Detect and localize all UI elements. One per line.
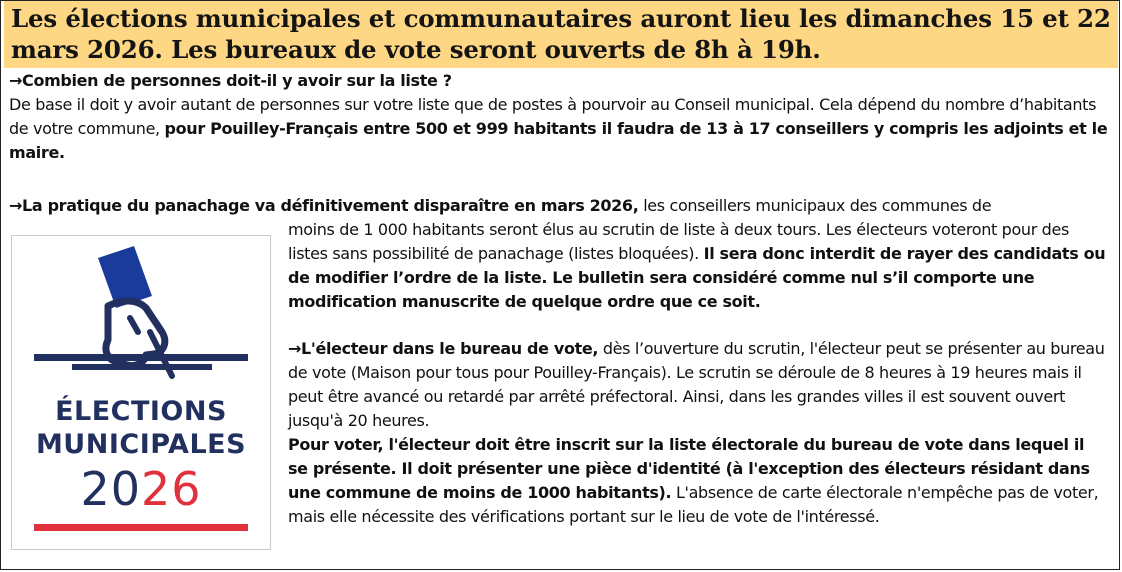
logo-line-elections: ÉLECTIONS xyxy=(55,396,227,427)
list-size-question: →Combien de personnes doit-il y avoir sur la liste ? xyxy=(9,71,452,90)
polling-station-heading: →L'électeur dans le bureau de vote, xyxy=(288,339,599,358)
voter-requirements-bold-text: Pour voter, l'électeur doit être inscrit sur la liste électorale du bureau de vote dans lequel il se présente. Il doit présenter une pièce d'identité (à l'exception des électeurs résidant dans une commune de moins de 1000 habitants). xyxy=(288,435,1090,502)
logo-red-bar xyxy=(34,524,248,531)
voter-requirements-text: L'absence de carte électorale n'empêche pas de voter, mais elle nécessite des vérifications portant sur le lieu de vote de l'intéressé. xyxy=(288,483,1099,526)
headline-banner xyxy=(4,1,1118,68)
elections-logo xyxy=(11,235,271,550)
logo-year-part-a: 20 xyxy=(80,462,141,516)
logo-year-part-b: 26 xyxy=(141,462,202,516)
panachage-lead-text: les conseillers municipaux des communes de xyxy=(638,196,992,215)
list-size-paragraph xyxy=(9,93,1109,165)
logo-year xyxy=(12,462,270,516)
polling-station-paragraph xyxy=(288,337,1108,529)
panachage-lead-line xyxy=(9,194,1114,218)
section-heading-list-size xyxy=(9,69,1109,93)
panachage-bold-text: Il sera donc interdit de rayer des candidats ou de modifier l’ordre de la liste. Le bulletin sera considéré comme nul s’il comporte une modification manuscrite de quelque ordre que ce soit. xyxy=(288,244,1106,311)
headline-text: Les élections municipales et communautaires auront lieu les dimanches 15 et 22 mars 2026. Les bureaux de vote seront ouverts de 8h à 19h. xyxy=(11,4,1111,64)
ballot-box-hand-icon xyxy=(12,236,270,396)
panachage-heading: →La pratique du panachage va définitivement disparaître en mars 2026, xyxy=(9,196,639,215)
logo-line-municipales: MUNICIPALES xyxy=(35,429,247,460)
list-size-text: De base il doit y avoir autant de personnes sur votre liste que de postes à pourvoir au Conseil municipal. Cela dépend du nombre d’habitants de votre commune, xyxy=(9,95,1097,138)
list-size-bold-text: pour Pouilley-Français entre 500 et 999 habitants il faudra de 13 à 17 conseillers y compris les adjoints et le maire. xyxy=(9,119,1108,162)
panachage-paragraph xyxy=(288,218,1108,314)
polling-station-text: dès l’ouverture du scrutin, l'électeur peut se présenter au bureau de vote (Maison pour tous pour Pouilley-Français). Le scrutin se déroule de 8 heures à 19 heures mais il peut être avancé ou retardé par arrêté préfectoral. Ainsi, dans les grandes villes il est souvent ouvert jusqu'à 20 heures. xyxy=(288,339,1105,430)
panachage-text: moins de 1 000 habitants seront élus au scrutin de liste à deux tours. Les électeurs voteront pour des listes sans possibilité de panachage (listes bloquées). xyxy=(288,220,1069,263)
